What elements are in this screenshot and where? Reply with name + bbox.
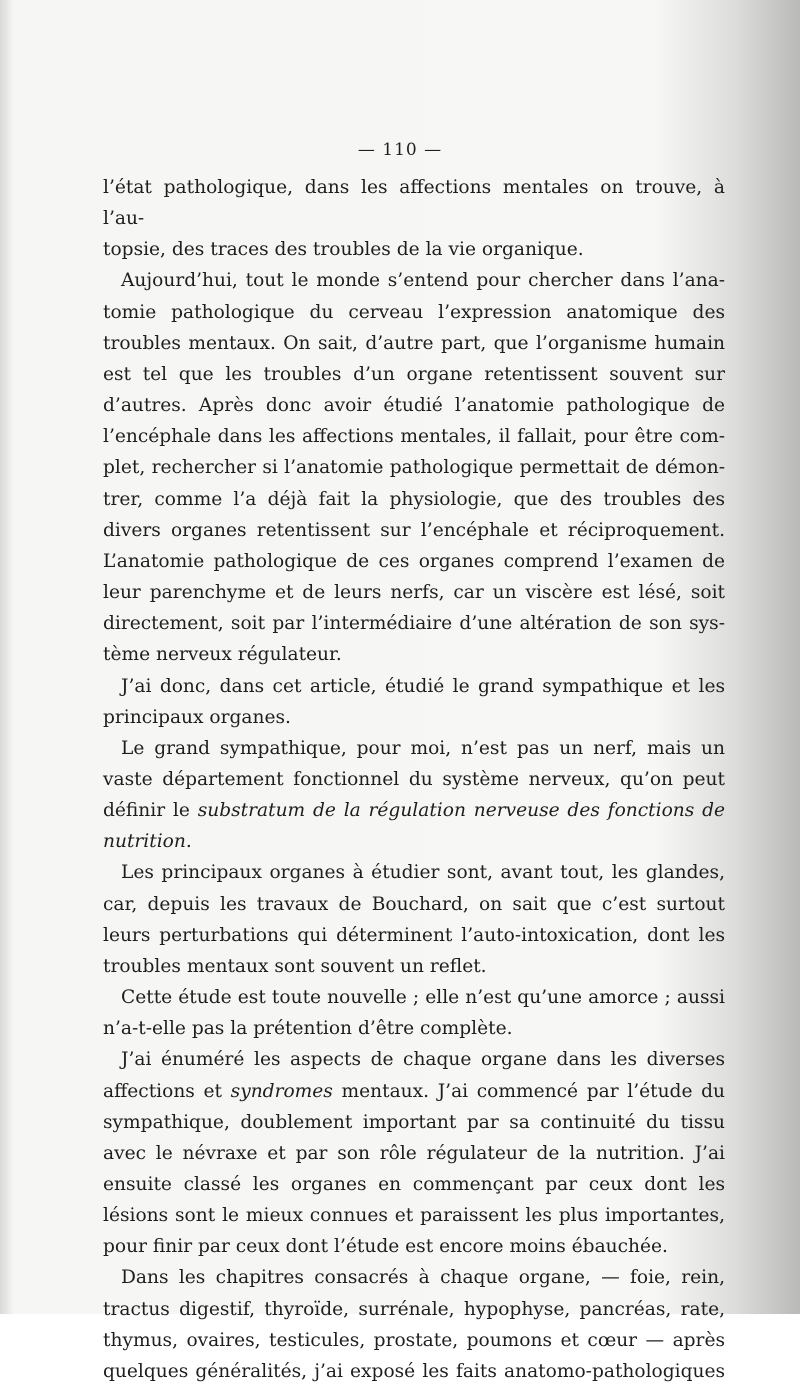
text-line-content: sympathique, doublement important par sa continuité du tissu: [103, 1111, 725, 1133]
text-line-content: mentaux. J’ai commencé par l’étude du: [332, 1080, 726, 1102]
text-line-content: Dans les chapitres consacrés à chaque organe, — foie, rein,: [121, 1267, 725, 1289]
text-line-content: l’encéphale dans les affections mentales, il fallait, pour être com-: [103, 426, 725, 448]
text-line-content: plet, rechercher si l’anatomie pathologique permettait de démon-: [103, 457, 725, 479]
text-line-content: L’anatomie pathologique de ces organes comprend l’examen de: [103, 550, 725, 572]
text-line: [103, 359, 725, 390]
text-line-content: ensuite classé les organes en commençant par ceux dont les: [103, 1174, 725, 1195]
text-line: [103, 889, 725, 920]
text-line: [103, 421, 725, 452]
text-line: [103, 1356, 725, 1387]
text-line-content: d’autres. Après donc avoir étudié l’anatomie pathologique de: [103, 395, 725, 417]
text-line-content: leur parenchyme et de leurs nerfs, car un viscère est lésé, soit: [103, 582, 725, 604]
text-line: [103, 1294, 725, 1325]
text-line-content: divers organes retentissent sur l’encéphale et réciproquement.: [103, 519, 725, 541]
text-line-content: quelques généralités, j’ai exposé les faits anatomo-pathologiques: [103, 1360, 725, 1382]
text-line: [103, 982, 725, 1013]
text-line-content: tomie pathologique du cerveau l’expression anatomique des: [103, 301, 725, 323]
text-line: [103, 390, 725, 421]
italic-text: substratum de la régulation nerveuse des fonctions de: [197, 800, 725, 822]
text-line: [103, 1138, 725, 1169]
text-line-content: tème nerveux régulateur.: [103, 644, 342, 666]
text-line-content: J’ai énuméré les aspects de chaque organe dans les diverses: [121, 1049, 725, 1071]
text-line-content: principaux organes.: [103, 706, 291, 728]
text-line: [103, 764, 725, 795]
text-line-content: troubles mentaux sont souvent un reflet.: [103, 955, 487, 977]
text-line-content: troubles mentaux. On sait, d’autre part, que l’organisme humain: [103, 332, 725, 354]
text-line: [103, 515, 725, 546]
text-line-content: n’a-t-elle pas la prétention d’être complète.: [103, 1018, 513, 1040]
italic-text: nutrition: [103, 831, 186, 853]
text-line: [103, 951, 725, 982]
text-line: [103, 1076, 725, 1107]
page-number: — 110 —: [357, 140, 443, 160]
text-line-content: vaste département fonctionnel du système nerveux, qu’on peut: [103, 768, 725, 790]
text-line: [103, 1107, 725, 1138]
text-line: [103, 452, 725, 483]
text-line: [103, 608, 725, 639]
text-line-content: avec le névraxe et par son rôle régulateur de la nutrition. J’ai: [103, 1142, 725, 1164]
text-line-content: J’ai donc, dans cet article, étudié le grand sympathique et les: [121, 675, 725, 697]
text-line: [103, 484, 725, 515]
italic-text: syndromes: [230, 1080, 333, 1102]
text-line-content: affections et: [103, 1080, 231, 1102]
text-line: [103, 1231, 725, 1262]
text-line: [103, 1169, 725, 1200]
text-line: [103, 577, 725, 608]
text-line: [103, 297, 725, 328]
body-text: [103, 172, 725, 1387]
text-line-content: topsie, des traces des troubles de la vie organique.: [103, 239, 584, 261]
text-line: [103, 1044, 725, 1075]
text-line: [103, 857, 725, 888]
text-line: [103, 172, 725, 234]
text-line-content: Les principaux organes à étudier sont, avant tout, les glandes,: [121, 862, 725, 884]
text-line: [103, 1200, 725, 1231]
text-line-content: Cette étude est toute nouvelle ; elle n’est qu’une amorce ; aussi: [121, 987, 725, 1009]
text-line-content: car, depuis les travaux de Bouchard, on sait que c’est surtout: [103, 893, 725, 915]
text-line: [103, 234, 725, 265]
text-line: [103, 328, 725, 359]
text-line: [103, 920, 725, 951]
text-line-content: lésions sont le mieux connues et paraissent les plus importantes,: [103, 1205, 725, 1227]
text-line-content: pour finir par ceux dont l’étude est encore moins ébauchée.: [103, 1236, 668, 1258]
text-line: [103, 546, 725, 577]
text-line: [103, 1325, 725, 1356]
text-line-content: définir le: [103, 800, 198, 822]
text-line: [103, 671, 725, 702]
text-line: [103, 733, 725, 764]
text-line: [103, 1262, 725, 1293]
text-line: [103, 639, 725, 670]
text-line: [103, 795, 725, 826]
text-line-content: thymus, ovaires, testicules, prostate, poumons et cœur — après: [103, 1329, 725, 1351]
text-line: [103, 826, 725, 857]
text-line-content: est tel que les troubles d’un organe retentissent souvent sur: [103, 363, 725, 385]
text-line-content: leurs perturbations qui déterminent l’auto-intoxication, dont les: [103, 924, 725, 946]
text-line: [103, 702, 725, 733]
text-line-content: Aujourd’hui, tout le monde s’entend pour chercher dans l’ana-: [121, 270, 725, 292]
text-line-content: tractus digestif, thyroïde, surrénale, hypophyse, pancréas, rate,: [103, 1298, 725, 1320]
text-line: [103, 265, 725, 296]
text-line-content: .: [185, 831, 192, 853]
text-line-content: l’état pathologique, dans les affections mentales on trouve, à l’au-: [103, 177, 725, 230]
text-line-content: Le grand sympathique, pour moi, n’est pas un nerf, mais un: [121, 737, 725, 759]
text-line-content: trer, comme l’a déjà fait la physiologie, que des troubles des: [103, 488, 725, 510]
text-line: [103, 1013, 725, 1044]
text-line-content: directement, soit par l’intermédiaire d’une altération de son sys-: [103, 613, 725, 635]
